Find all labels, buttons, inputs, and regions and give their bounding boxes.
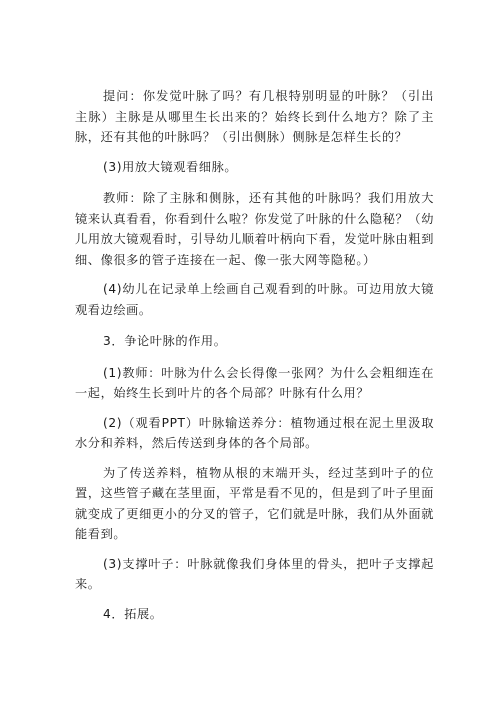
paragraph-nutrient-transport: (2)（观看PPT）叶脉输送养分：植物通过根在泥土里汲取水分和养料，然后传送到身体的各个局部。 [75, 415, 434, 450]
paragraph-teacher: 教师：除了主脉和侧脉，还有其他的叶脉吗？我们用放大镜来认真看看，你看到什么啦？你发觉了叶脉的什么隐秘？（幼儿用放大镜观看时，引导幼儿顺着叶柄向下看，发觉叶脉由粗到细、像很多的管子连接在一起、像一张大网等隐秘。） [75, 191, 434, 267]
paragraph-step-4: (4)幼儿在记录单上绘画自己观看到的叶脉。可边用放大镜观看边绘画。 [75, 282, 434, 317]
paragraph-question: 提问：你发觉叶脉了吗？有几根特别明显的叶脉？（引出主脉）主脉是从哪里生长出来的？始终长到什么地方？除了主脉，还有其他的叶脉吗？（引出侧脉）侧脉是怎样生长的？ [75, 89, 434, 144]
paragraph-explanation: 为了传送养料，植物从根的末端开头，经过茎到叶子的位置，这些管子藏在茎里面，平常是看不见的，但是到了叶子里面就变成了更细更小的分叉的管子，它们就是叶脉，我们从外面就能看到。 [75, 465, 434, 541]
paragraph-step-3: (3)用放大镜观看细脉。 [103, 159, 238, 174]
section-heading-4: 4．拓展。 [103, 606, 163, 621]
section-heading-3: 3．争论叶脉的作用。 [103, 334, 227, 348]
paragraph-teacher-question: (1)教师：叶脉为什么会长得像一张网？为什么会粗细连在一起，始终生长到叶片的各个局部？叶脉有什么用？ [75, 365, 434, 400]
paragraph-support: (3)支撑叶子：叶脉就像我们身体里的骨头，把叶子支撑起来。 [75, 556, 434, 591]
